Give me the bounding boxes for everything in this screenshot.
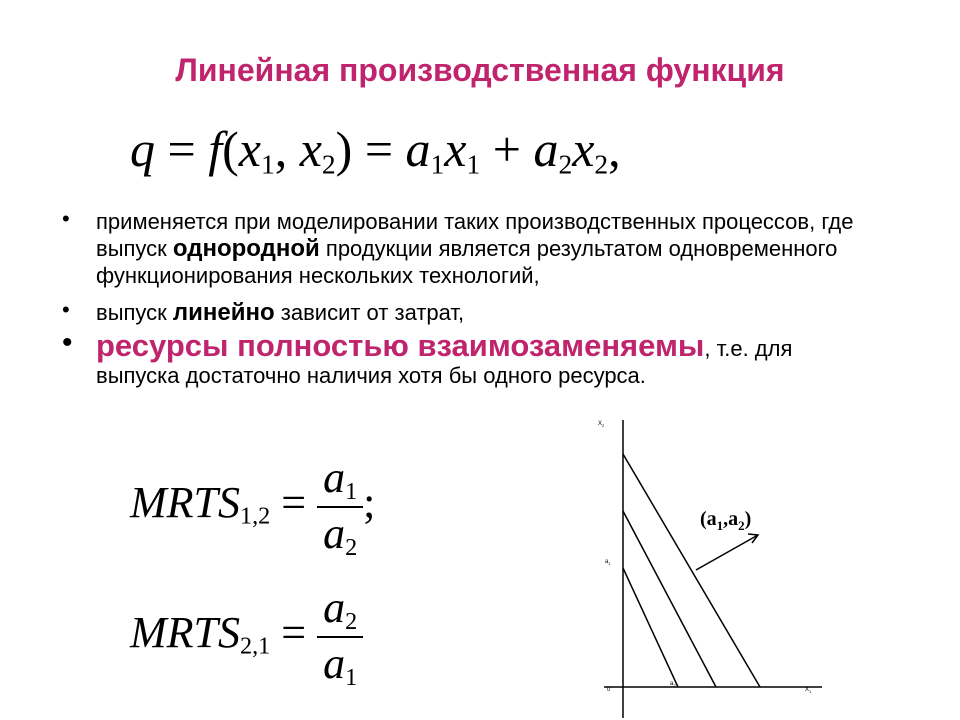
mrts21-den-sub: 1	[345, 663, 358, 691]
b1-text-1: применяется при моделировании таких производственных процессов, где выпуск	[96, 209, 854, 261]
mrts12-den-a: a	[323, 508, 346, 558]
isoquant-line-1	[623, 568, 678, 687]
vector-label: $(a_1,a_2)$	[700, 508, 752, 533]
mrts12-num-a: a	[323, 453, 346, 502]
mrts-12-formula	[130, 452, 375, 562]
eq-end: ,	[608, 121, 621, 177]
eq-a1-sub: 1	[430, 148, 445, 180]
eq-a2: a	[533, 121, 559, 177]
b3-text-2: , т.е. для выпуска достаточно наличия хотя бы одного ресурса.	[96, 336, 793, 388]
mrts12-label: MRTS	[130, 477, 240, 527]
eq-x1-sub: 1	[260, 148, 275, 180]
eq-a2-sub: 2	[558, 148, 573, 180]
b1-text-2: продукции является результатом одновременного функционирования нескольких технологий,	[96, 236, 838, 288]
a1-tick-label: $a_1$	[605, 559, 611, 566]
eq-x2b-sub: 2	[594, 148, 609, 180]
eq-a1: a	[405, 121, 431, 177]
b2-text-1: выпуск	[96, 300, 173, 325]
bullet-text	[96, 299, 880, 326]
mrts21-sub: 2,1	[240, 632, 271, 660]
origin-label: 0	[607, 687, 611, 693]
bullet-list	[60, 208, 880, 389]
eq-x1: x	[238, 121, 261, 177]
mrts21-label: MRTS	[130, 607, 240, 657]
isoquant-line-3	[623, 454, 760, 687]
mrts21-numerator	[317, 582, 363, 638]
mrts12-num-sub: 1	[345, 477, 358, 505]
mrts21-equals: =	[281, 607, 307, 657]
mrts12-denominator	[317, 508, 363, 562]
eq-x1b-sub: 1	[466, 148, 481, 180]
bullet-marker: •	[62, 326, 73, 359]
eq-rparen: )	[335, 121, 353, 177]
eq-x2-sub: 2	[321, 148, 336, 180]
a2-tick-label: $a_2$	[670, 681, 676, 688]
b3-highlight: ресурсы полностью взаимозаменяемы	[96, 328, 705, 363]
mrts21-den-a: a	[323, 638, 346, 688]
bullet-text	[96, 208, 880, 289]
bullet-marker: •	[62, 297, 70, 322]
bullet-marker: •	[62, 206, 70, 231]
mrts12-fraction	[317, 452, 363, 562]
bullet-text	[96, 328, 880, 389]
eq-f: f	[208, 121, 223, 177]
gradient-arrow	[696, 534, 758, 570]
bullet-item-substitutes	[60, 326, 880, 389]
eq-x2: x	[299, 121, 322, 177]
eq-equals-2: =	[364, 121, 394, 177]
bullet-item-linear	[60, 299, 880, 326]
eq-q: q	[130, 121, 155, 177]
eq-equals: =	[167, 121, 196, 177]
isoquant-graph	[590, 415, 830, 720]
slide-title: Линейная производственная функция	[175, 52, 785, 88]
x-axis-label: $X_1$	[805, 687, 812, 694]
mrts12-sub: 1,2	[240, 502, 271, 530]
isoquant-lines	[623, 454, 760, 687]
mrts12-den-sub: 2	[345, 533, 358, 561]
mrts21-num-sub: 2	[345, 607, 358, 635]
mrts12-numerator	[317, 452, 363, 508]
eq-comma: ,	[274, 121, 288, 177]
eq-x2-b: x	[572, 121, 595, 177]
eq-plus: +	[492, 121, 521, 177]
b1-bold: однородной	[172, 235, 320, 262]
main-equation	[130, 120, 621, 181]
mrts12-semicolon: ;	[363, 477, 376, 527]
mrts21-fraction	[317, 582, 363, 692]
bullet-item-modeling	[60, 208, 880, 289]
eq-x1-b: x	[444, 121, 467, 177]
b2-text-2: зависит от затрат,	[274, 300, 465, 325]
mrts12-equals: =	[281, 477, 307, 527]
gradient-arrow-shaft	[696, 535, 758, 570]
mrts21-num-a: a	[323, 583, 346, 632]
y-axis-label: $X_2$	[598, 421, 605, 428]
mrts-21-formula	[130, 582, 363, 692]
mrts21-denominator	[317, 638, 363, 692]
b2-bold: линейно	[172, 299, 275, 326]
eq-lparen: (	[222, 121, 239, 177]
